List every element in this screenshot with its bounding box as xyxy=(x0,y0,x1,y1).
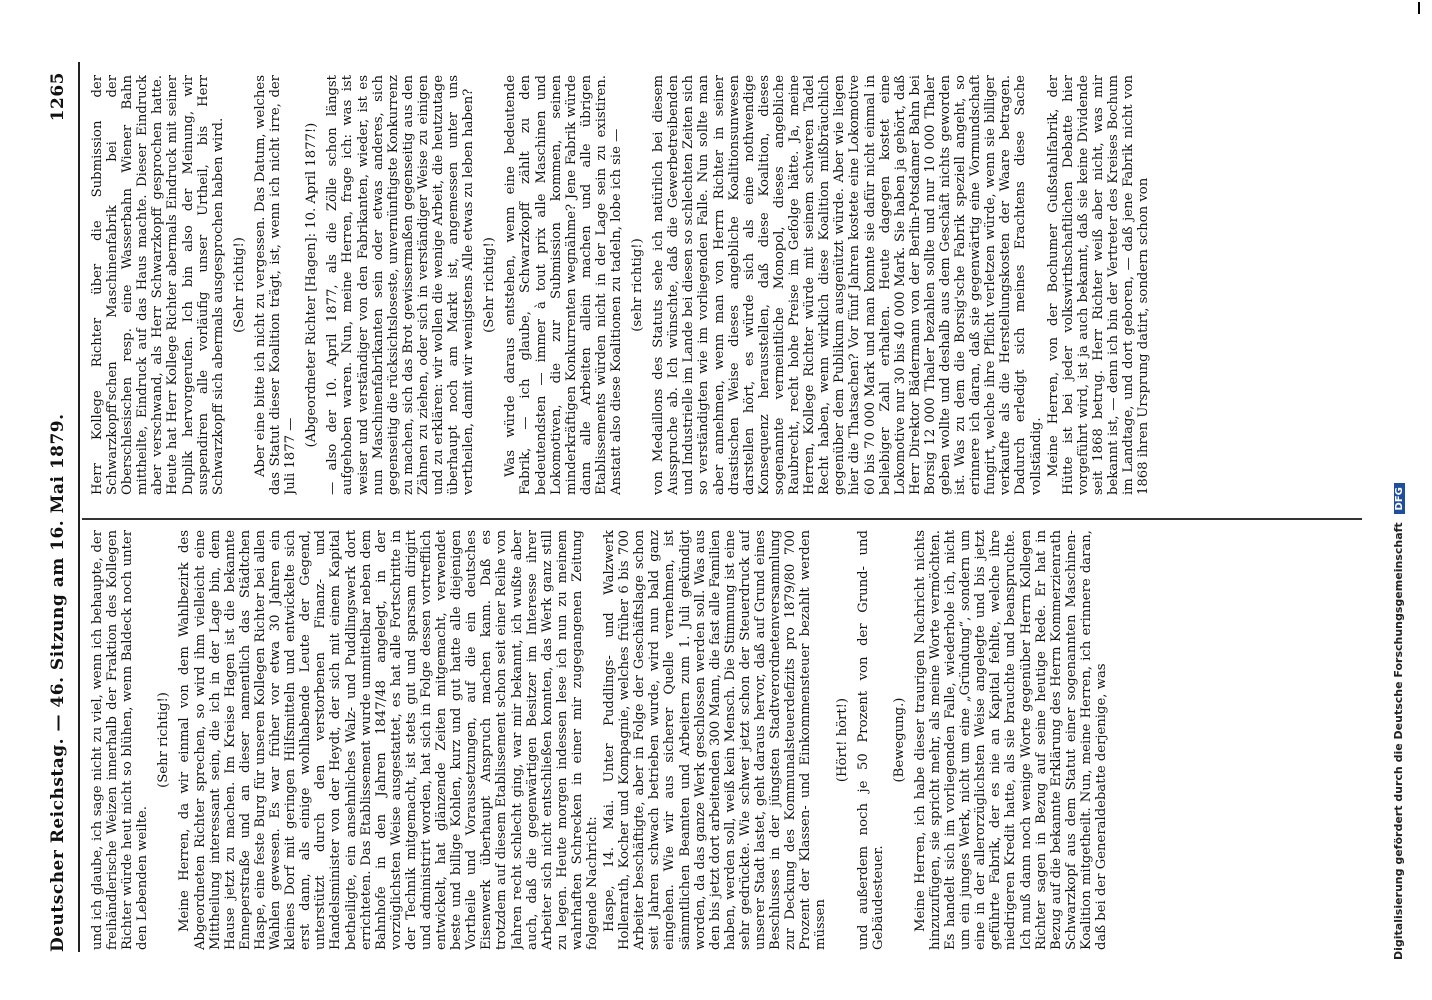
paragraph: und ich glaube, ich sage nicht zu viel, wenn ich behaupte, der freihändlerische Weizen innerhalb der Fraktion des Kollegen Richter würde heut nicht so blühen, wenn Baldeck noch unter den Lebenden weilte. xyxy=(90,530,151,950)
interjection: (Sehr richtig!) xyxy=(156,692,172,788)
page-number: 1265 xyxy=(48,72,68,122)
interjection: (Hört! hört!) xyxy=(834,697,850,783)
paragraph: von Medaillons des Statuts sehe ich natürlich bei diesem Ausspruche ab. Ich wünschte, daß die Gewerbetreibenden und Industrielle im Lande bei diesen so schlechten Zeiten sich so verständigten wie im vorliegenden Falle. Nun sollte man aber annehmen, wenn man von Herrn Richter in seiner drastischen Weise dieses angebliche Koalitionsunwesen darstellen hört, es würde sich als eine nothwendige Konsequenz herausstellen, daß diese Koalition, dieses sogenannte vermeintliche Monopol, dieses angebliche Raubrecht, recht hohe Preise im Gefolge hätte. Ja, meine Herren, Kollege Richter würde mit seinem schweren Tadel Recht haben, wenn wirklich diese Koalition mißbräuchlich gegenüber dem Publikum ausgenützt würde. Aber wie liegen hier die Thatsachen? Vor fünf Jahren kostete eine Lokomotive 60 bis 70 000 Mark und man konnte sie dafür nicht einmal in beliebiger Zahl erhalten. Heute dagegen kostet eine Lokomotive nur 30 bis 40 000 Mark. Sie haben ja gehört, daß Herr Direktor Bädermann von der Berlin-Potsdamer Bahn bei Borsig 12 000 Thaler bezahlen sollte und nur 10 000 Thaler geben wollte und deshalb aus dem Geschäft nichts geworden ist. Was zu dem die Borsig'sche Fabrik speziell angeht, so erinnere ich daran, daß sie gegenwärtig eine Vormundschaft fungirt, welche ihre Pflicht verletzen würde, wenn sie billiger verkaufte als die Herstellungskosten der Waare betragen. Dadurch erledigt sich meines Erachtens diese Sache vollständig. xyxy=(651,75,1044,495)
credit-text: Digitalisierung gefördert durch die Deutsche Forschungsgemeinschaft xyxy=(1392,522,1405,960)
paragraph: — also der 10. April 1877, als die Zölle schon längst aufgehoben waren. Nun, meine Herren, frage ich: was ist weiser und verständiger von den Fabrikanten, wieder, ist es nun Maschinenfabrikanten sein oder etwas anderes, sich gegenseitig die rücksichtsloseste, unvernünftigste Konkurrenz zu machen, sich das Brot gewissermaßen gegenseitig aus den Zähnen zu ziehen, oder sich in verständiger Weise zu einigen und zu erklären: wir wollen die wenige Arbeit, die heutzutage überhaupt noch am Markt ist, angemessen unter uns vertheilen, damit wir wenigstens Alle etwas zu leben haben? xyxy=(325,75,477,495)
paragraph: Aber eine bitte ich nicht zu vergessen. Das Datum, welches das Statut dieser Koalition trägt, ist, wenn ich nicht irre, der Juli 1877 — xyxy=(252,75,299,495)
running-title: Deutscher Reichstag. — 46. Sitzung am 16. Mai 1879. xyxy=(48,413,68,952)
page-header xyxy=(40,72,76,952)
interjection: (sehr richtig!) xyxy=(630,238,646,332)
digitization-credit xyxy=(1392,40,1414,960)
interjection: (Sehr richtig!) xyxy=(231,237,247,333)
paragraph: Meine Herren, ich habe dieser traurigen Nachricht nichts hinzuzufügen, sie spricht mehr, als meine Worte vermöchten. Es handelt sich im vorliegenden Falle, wiederhole ich, nicht um ein junges Werk, nicht um eine „Gründung“, sondern um eine in der allerorzüglichsten Weise angelegte und bis jetzt geführte Fabrik, der es nie an Kapital fehlte, welche ihre niedrigeren Kredit hatte, als sie brauchte und beanspruchte. Ich muß dann noch wenige Worte gegenüber Herrn Kollegen Richter sagen in Bezug auf seine heutige Rede. Er hat in Bezug auf die bekannte Erklärung des Herrn Kommerzienrath Schwarzkopf aus dem Statut einer sogenannten Maschinen-Koalition mitgetheilt. Nun, meine Herren, ich erinnere daran, daß bei der Generaldebatte derjenige, was xyxy=(912,530,1109,950)
interjection: (Bewegung.) xyxy=(891,697,907,783)
right-column xyxy=(90,75,1360,495)
paragraph: und außerdem noch je 50 Prozent von der Grund- und Gebäudesteuer. xyxy=(855,530,886,950)
quoted-news: Haspe, 14. Mai. Unter Puddlings- und Walzwerk Hollenrath, Kocher und Kompagnie, welches früher 6 bis 700 Arbeiter beschäftigte, aber in Folge der Geschäftslage schon seit Jahren schwach betrieben wurde, wird nun bald ganz eingehen. Wie wir aus sicherer Quelle vernehmen, ist sämmtlichen Beamten und Arbeitern zum 1. Juli gekündigt worden, da das ganze Werk geschlossen werden soll. Was aus den bis jetzt dort arbeitenden 300 Mann, die fast alle Familien haben, werden soll, weiß kein Mensch. Die Stimmung ist eine sehr gedrückte. Wie schwer jetzt schon der Steuerdruck auf unserer Stadt lastet, geht daraus hervor, daß auf Grund eines Beschlusses in der jüngsten Stadtverordnetenversammlung zur Deckung des Kommunalsteuerdefizits pro 1879/80 700 Prozent der Klassen- und Einkommensteuer bezahlt werden müssen xyxy=(602,530,829,950)
paragraph: Meine Herren, von der Bochumer Gußstahlfabrik, der Hütte ist bei jeder volkswirthschaftlichen Debatte hier vorgeführt wird, ist ja auch bekannt, daß sie keine Dividende seit 1868 betrug. Herr Richter weiß aber nicht, was mir bekannt ist, — denn ich bin der Vertreter des Kreises Bochum im Landtage, und dort geboren, — daß jene Fabrik nicht von 1868 ihren Ursprung datirt, sondern schon von xyxy=(1045,75,1152,495)
dfg-logo: DFG xyxy=(1394,483,1405,514)
header-rule xyxy=(78,62,80,952)
scan-speck xyxy=(1418,2,1420,14)
paragraph: Herr Kollege Richter über die Submission der Schwarzkopff'schen Maschinenfabrik bei der Oberschlesischen resp. eine Wasserbahn Wiener Bahn mittheilte, Eindruck auf das Haus machte. Dieser Eindruck aber verschwand, als Herr Schwarzkopff gesprochen hatte. Heute hat Herr Kollege Richter abermals Eindruck mit seiner Duplik hervorgerufen. Ich bin also der Meinung, wir suspendiren alle vorläufig unser Urtheil, bis Herr Schwarzkopff sich abermals ausgesprochen haben wird. xyxy=(90,75,226,495)
left-column xyxy=(90,530,1360,950)
paragraph: Meine Herren, da wir einmal von dem Wahlbezirk des Abgeordneten Richter sprechen, so wird ihm vielleicht eine Mittheilung interessant sein, die ich in der Lage bin, dem Hause jetzt zu machen. Im Kreise Hagen ist die bekannte Enneperstraße und an dieser namentlich das Städtchen Haspe, eine feste Burg für unseren Kollegen Richter bei allen Wahlen gewesen. Es war früher vor etwa 30 Jahren ein kleines Dorf mit geringen Hilfsmitteln und entwickelte sich erst dann, als einige wohlhabende Leute der Gegend, unterstützt durch den verstorbenen Finanz- und Handelsminister von der Heydt, der sich mit einem Kapital betheiligte, ein ansehnliches Walz- und Puddlingswerk dort errichteten. Das Etablissement wurde unmittelbar neben dem Bahnhofe in den Jahren 1847/48 angelegt, in der vorzüglichsten Weise ausgestattet, es hat alle Fortschritte in der Technik mitgemacht, ist stets gut und sparsam dirigirt und administrirt worden, hat sich in Folge dessen vortrefflich entwickelt, hat glänzende Zeiten mitgemacht, verwendet beste und billige Kohlen, kurz und gut hatte alle diejenigen Vortheile und Voraussetzungen, auf die ein deutsches Eisenwerk überhaupt Anspruch machen kann. Daß es trotzdem auf diesem Etablissement schon seit einer Reihe von Jahren recht schlecht ging, war mir bekannt, ich wußte aber auch, daß die gegenwärtigen Besitzer im Interesse ihrer Arbeiter sich nicht entschließen konnten, das Werk ganz still zu legen. Heute morgen indessen lese ich nun zu meinem wahrhaften Schrecken in einer mir zugegangenen Zeitung folgende Nachricht: xyxy=(177,530,600,950)
column-divider xyxy=(82,518,1362,520)
paragraph: Was würde daraus entstehen, wenn eine bedeutende Fabrik, — ich glaube, Schwarzkopff zählt zu den bedeutendsten — immer à tout prix alle Maschinen und Lokomotiven, die zur Submission kommen, seinen minderkräftigen Konkurrenten wegnähme? Jene Fabrik würde dann alle Arbeiten allein machen und alle übrigen Etablissements würden nicht in der Lage sein zu existiren. Anstatt also diese Koalitionen zu tadeln, lobe ich sie — xyxy=(503,75,624,495)
interjection: (Sehr richtig!) xyxy=(482,237,498,333)
interjection: (Abgeordneter Richter [Hagen]: 10. April 1877!) xyxy=(304,122,320,448)
